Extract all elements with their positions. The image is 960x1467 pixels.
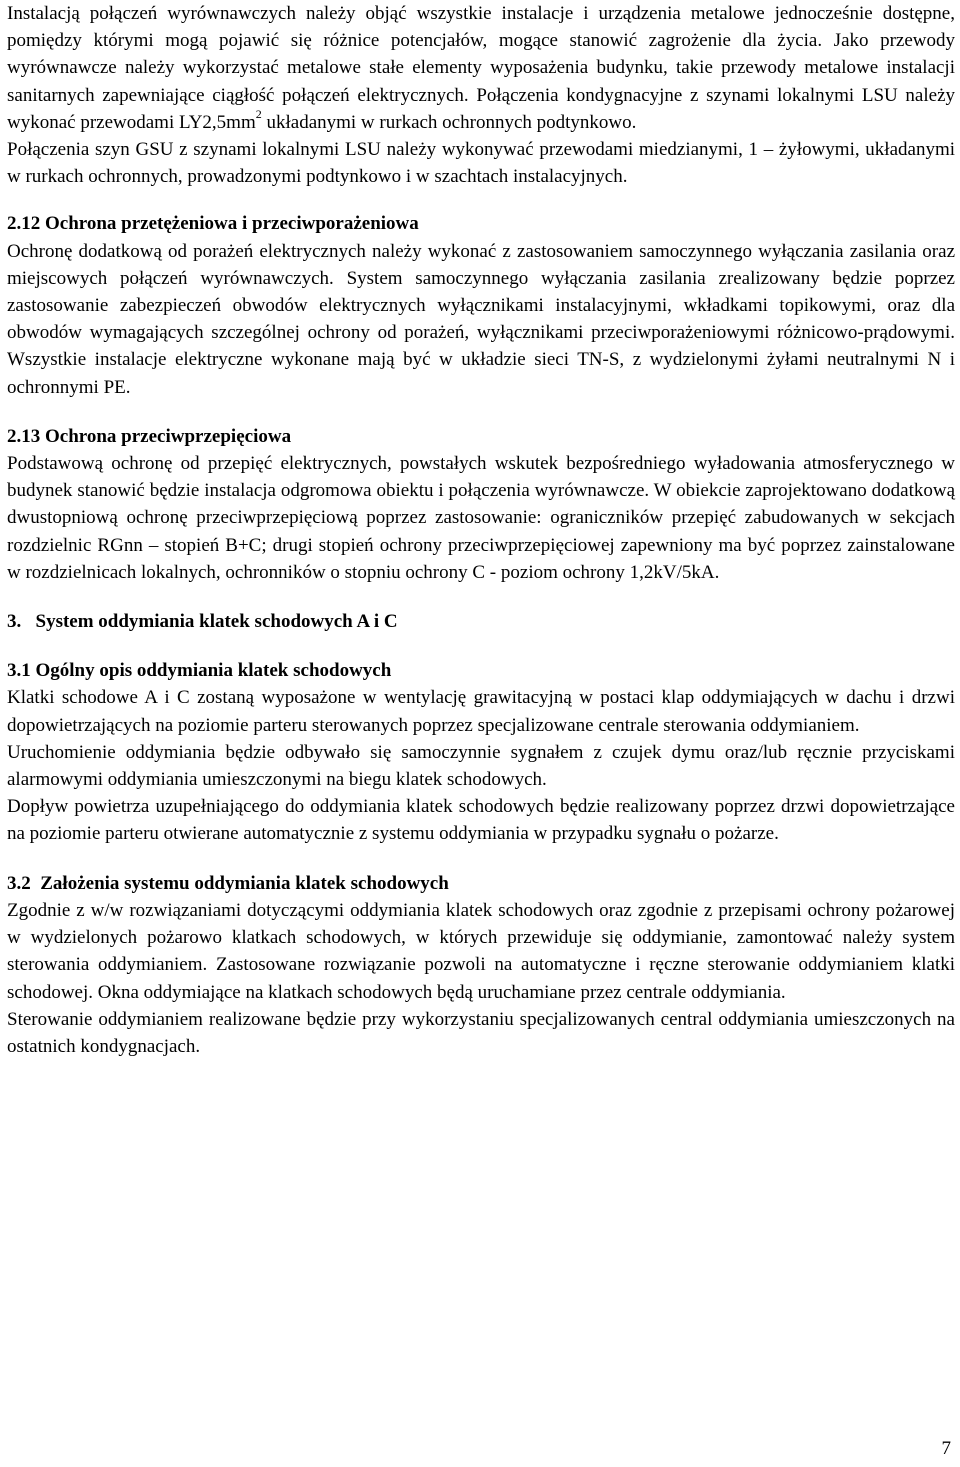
page-number: 7 xyxy=(941,1438,951,1459)
paragraph-gsu-connections: Połączenia szyn GSU z szynami lokalnymi LSU należy wykonywać przewodami miedzianymi, 1 – żyłowymi, układanymi w rurkach ochronnych, prowadzonymi podtynkowo i w szachtach instalacyjnych. xyxy=(7,139,955,188)
section-heading-3: 3. System oddymiania klatek schodowych A i C xyxy=(7,611,398,633)
document-page xyxy=(7,0,955,1060)
paragraph-text: Instalacją połączeń wyrównawczych należy objąć wszystkie instalacje i urządzenia metalowe jednocześnie dostępne, pomiędzy którymi mogą pojawić się różnice potencjałów, mogące stanowić zagrożenie dla życia. Jako przewody wyrównawcze należy wykorzystać metalowe stałe elementy wyposażenia budynku, takie przewody metalowe instalacji sanitarnych zapewniające ciągłość połączeń elektrycznych. Połączenia kondygnacyjne z szynami lokalnymi LSU należy wykonać przewodami LY2,5mm xyxy=(7,3,955,133)
section-heading-2-12: 2.12 Ochrona przetężeniowa i przeciwporażeniowa xyxy=(7,213,419,235)
section-heading-2-13: 2.13 Ochrona przeciwprzepięciowa xyxy=(7,425,292,447)
paragraph-shock-protection: Ochronę dodatkową od porażeń elektrycznych należy wykonać z zastosowaniem samoczynnego wyłączania zasilania oraz miejscowych połączeń wyrównawczych. System samoczynnego wyłączania zasilania zrealizowany będzie poprzez zastosowanie zabezpieczeń obwodów elektrycznych wyłącznikami instalacyjnymi, wkładkami topikowymi, oraz dla obwodów wymagających szczególnej ochrony od porażeń, wyłącznikami przeciwporażeniowymi różnicowo-prądowymi. Wszystkie instalacje elektryczne wykonane mają być w układzie sieci TN-S, z wydzielonymi żyłami neutralnymi N i ochronnymi PE. xyxy=(7,240,955,398)
paragraph-control-centrals: Sterowanie oddymianiem realizowane będzie przy wykorzystaniu specjalizowanych central oddymiania umieszczonych na ostatnich kondygnacjach. xyxy=(7,1008,955,1057)
section-heading-3-2: 3.2 Założenia systemu oddymiania klatek schodowych xyxy=(7,872,449,894)
paragraph-stairwell-ventilation: Klatki schodowe A i C zostaną wyposażone w wentylację grawitacyjną w postaci klap oddymiających w dachu i drzwi dopowietrzających na poziomie parteru sterowanych poprzez specjalizowane centrale sterowania oddymianiem. xyxy=(7,687,955,736)
superscript-2: 2 xyxy=(255,107,262,122)
paragraph-smoke-activation: Uruchomienie oddymiania będzie odbywało się samoczynnie sygnałem z czujek dymu oraz/lub ręcznie przyciskami alarmowymi oddymiania umieszczonymi na biegu klatek schodowych. xyxy=(7,741,955,791)
paragraph-surge-protection: Podstawową ochronę od przepięć elektrycznych, powstałych wskutek bezpośredniego wyładowania atmosferycznego w budynek stanowić będzie instalacja odgromowa obiektu i połączenia wyrównawcze. W obiekcie zaprojektowano dodatkową dwustopniową ochronę przeciwprzepięciową poprzez zastosowanie: ograniczników przepięć zabudowanych w sekcjach rozdzielnic RGnn – stopień B+C; drugi stopień ochrony przeciwprzepięciowej zapewniony ma być poprzez zainstalowane w rozdzielnicach lokalnych, ochronników o stopniu ochrony C - poziom ochrony 1,2kV/5kA. xyxy=(7,453,955,583)
section-heading-3-1: 3.1 Ogólny opis oddymiania klatek schodowych xyxy=(7,660,392,682)
paragraph-text-tail: układanymi w rurkach ochronnych podtynkowo. xyxy=(261,111,637,133)
paragraph-equipotential-bonding xyxy=(7,0,955,136)
paragraph-system-assumptions: Zgodnie z w/w rozwiązaniami dotyczącymi oddymiania klatek schodowych oraz zgodnie z przepisami ochrony pożarowej w wydzielonych pożarowo klatkach schodowych, w których przewiduje się oddymianie, zamontować należy system sterowania oddymianiem. Zastosowane rozwiązanie pozwoli na automatyczne i ręczne sterowanie oddymianiem klatki schodowej. Okna oddymiające na klatkach schodowych będą uruchamiane przez centrale oddymiania. xyxy=(7,899,955,1003)
paragraph-air-supply: Dopływ powietrza uzupełniającego do oddymiania klatek schodowych będzie realizowany poprzez drzwi dopowietrzające na poziomie parteru otwierane automatycznie z systemu oddymiania w przypadku sygnału o pożarze. xyxy=(7,796,955,845)
